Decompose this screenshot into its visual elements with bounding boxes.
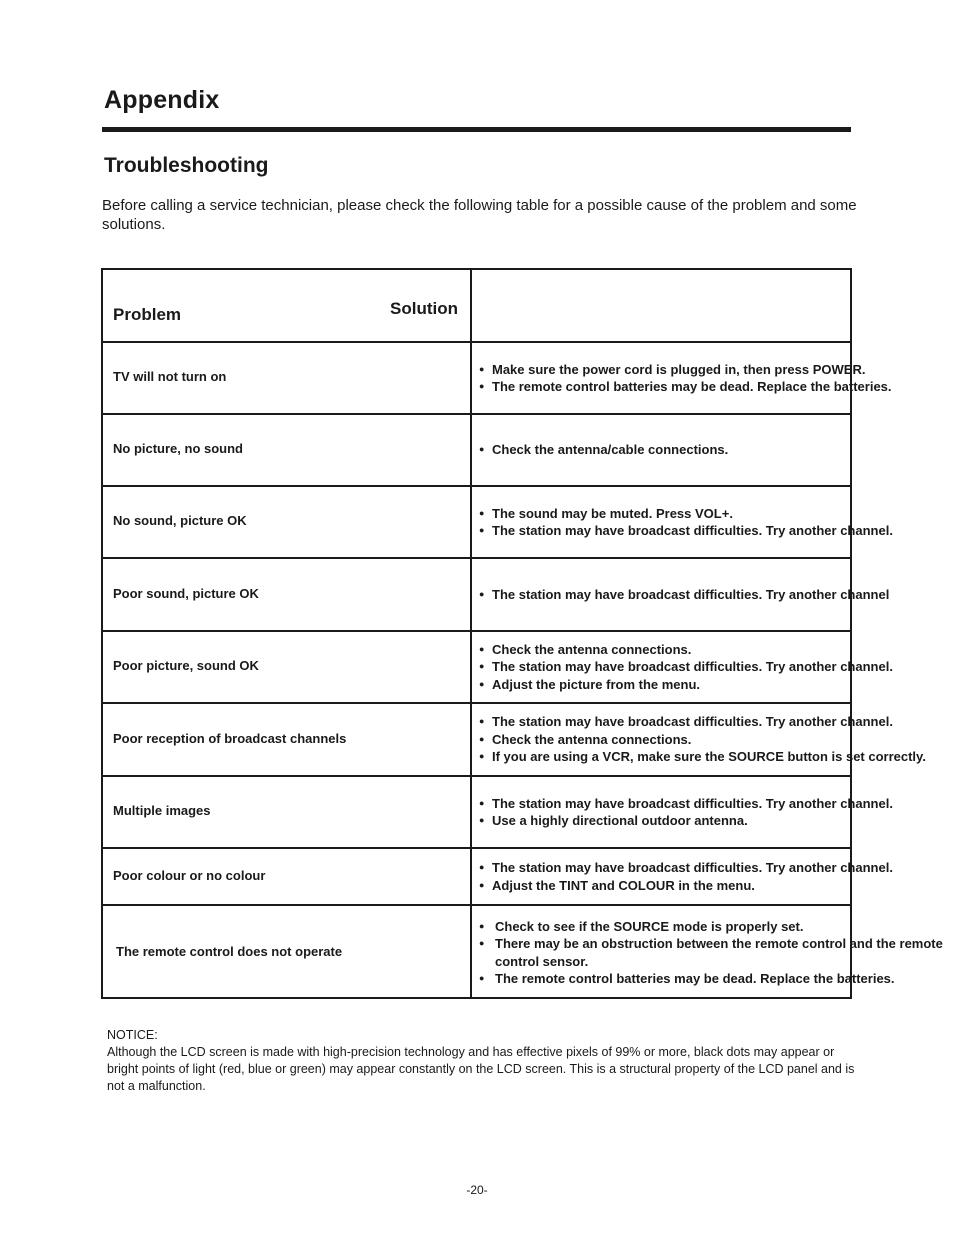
- solution-cell: [479, 441, 949, 459]
- row-divider: [103, 775, 850, 777]
- row-divider: [103, 341, 850, 343]
- problem-cell: Multiple images: [113, 803, 211, 818]
- notice-text: Although the LCD screen is made with high-precision technology and has effective pixels of 99% or more, black dots may appear or bright points of light (red, blue or green) may appear constantly on the LCD screen. This is a structural property of the LCD panel and is not a malfunction.: [107, 1045, 855, 1093]
- solution-cell: [479, 918, 949, 988]
- intro-paragraph: Before calling a service technician, please check the following table for a possible cause of the problem and some solutions.: [102, 197, 857, 233]
- solution-item: ● The remote control batteries may be dead. Replace the batteries.: [479, 378, 949, 396]
- section-title: Troubleshooting: [104, 154, 269, 177]
- row-divider: [103, 904, 850, 906]
- troubleshooting-table: [101, 268, 943, 999]
- solution-item: ● The remote control batteries may be dead. Replace the batteries.: [479, 970, 949, 988]
- solution-cell: [479, 795, 949, 830]
- row-divider: [103, 413, 850, 415]
- notice-block: [107, 1027, 867, 1095]
- problem-cell: Poor colour or no colour: [113, 867, 266, 883]
- solution-cell: [479, 859, 949, 894]
- solution-item: ● Use a highly directional outdoor antenna.: [479, 812, 949, 830]
- row-divider: [103, 702, 850, 704]
- solution-cell: [479, 586, 949, 604]
- solution-item: ● Check the antenna/cable connections.: [479, 441, 949, 459]
- problem-cell: No sound, picture OK: [113, 513, 247, 528]
- solution-cell: [479, 713, 949, 766]
- problem-cell: The remote control does not operate: [116, 943, 343, 959]
- solution-item: ● Make sure the power cord is plugged in, then press POWER.: [479, 361, 949, 379]
- row-divider: [103, 630, 850, 632]
- problem-cell: No picture, no sound: [113, 441, 243, 456]
- solution-cell: [479, 361, 949, 396]
- problem-cell: TV will not turn on: [113, 369, 227, 384]
- solution-column-header: Solution: [390, 299, 458, 318]
- solution-cell: [479, 641, 949, 694]
- column-divider: [470, 270, 472, 999]
- solution-item: ● Adjust the picture from the menu.: [479, 676, 949, 694]
- solution-cell: [479, 505, 949, 540]
- solution-item: ● The station may have broadcast difficulties. Try another channel.: [479, 658, 949, 676]
- solution-item: ● The station may have broadcast difficulties. Try another channel.: [479, 859, 949, 877]
- page-number: -20-: [466, 1183, 488, 1197]
- solution-item: ● Adjust the TINT and COLOUR in the menu.: [479, 877, 949, 895]
- problem-cell: Poor picture, sound OK: [113, 658, 259, 673]
- solution-item: ● Check the antenna connections.: [479, 641, 949, 659]
- solution-item: ● There may be an obstruction between the remote control and the remote control sensor.: [479, 935, 949, 970]
- row-divider: [103, 557, 850, 559]
- problem-cell: Poor reception of broadcast channels: [113, 730, 347, 746]
- notice-label: NOTICE:: [107, 1028, 158, 1042]
- page-title: Appendix: [104, 86, 220, 114]
- solution-item: ● The station may have broadcast difficulties. Try another channel.: [479, 795, 949, 813]
- solution-item: ● The sound may be muted. Press VOL+.: [479, 505, 949, 523]
- row-divider: [103, 485, 850, 487]
- problem-cell: Poor sound, picture OK: [113, 585, 259, 601]
- solution-item: ● The station may have broadcast difficulties. Try another channel.: [479, 713, 949, 731]
- row-divider: [103, 847, 850, 849]
- solution-item: ● The station may have broadcast difficulties. Try another channel.: [479, 522, 949, 540]
- problem-column-header: Problem: [113, 305, 182, 324]
- title-divider: [102, 127, 851, 132]
- solution-item: ● The station may have broadcast difficulties. Try another channel: [479, 586, 949, 604]
- solution-item: ● If you are using a VCR, make sure the SOURCE button is set correctly.: [479, 748, 949, 766]
- solution-item: ● Check to see if the SOURCE mode is properly set.: [479, 918, 949, 936]
- solution-item: ● Check the antenna connections.: [479, 731, 949, 749]
